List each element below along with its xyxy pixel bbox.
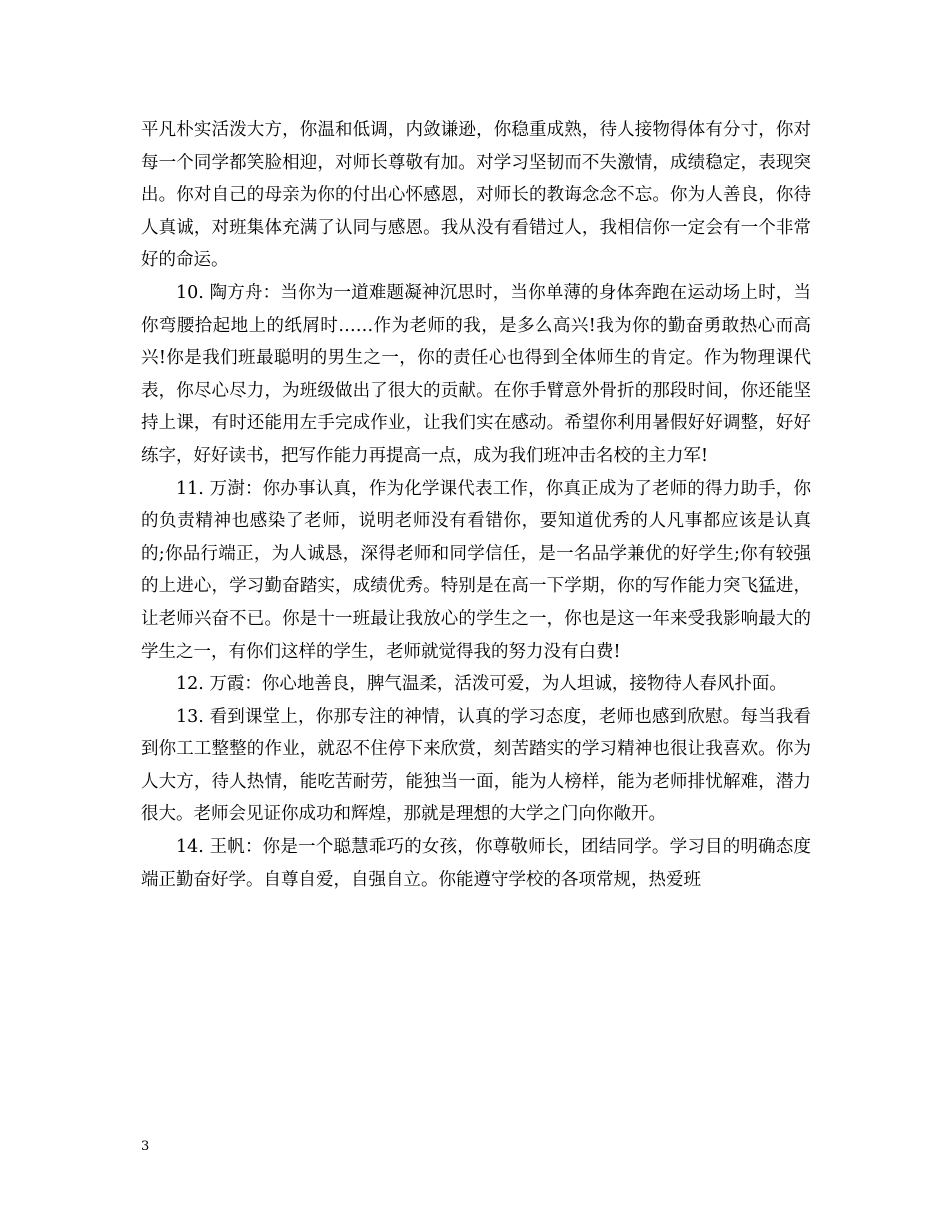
paragraph-5: 14. 王帆：你是一个聪慧乖巧的女孩，你尊敬师长，团结同学。学习目的明确态度端正勤奋好学。自尊自爱，自强自立。你能遵守学校的各项常规，热爱班 <box>141 837 811 890</box>
paragraph-2: 11. 万澍：你办事认真，作为化学课代表工作，你真正成为了老师的得力助手，你的负责精神也感染了老师，说明老师没有看错你，要知道优秀的人凡事都应该是认真的;你品行端正，为人诚恳，深得老师和同学信任，是一名品学兼优的好学生;你有较强的上进心，学习勤奋踏实，成绩优秀。特别是在高一下学期，你的写作能力突飞猛进，让老师兴奋不已。你是十一班最让我放心的学生之一，你也是这一年来受我影响最大的学生之一，有你们这样的学生，老师就觉得我的努力没有白费! <box>141 478 811 662</box>
paragraph-1: 10. 陶方舟：当你为一道难题凝神沉思时，当你单薄的身体奔跑在运动场上时，当你弯腰拾起地上的纸屑时……作为老师的我，是多么高兴!我为你的勤奋勇敢热心而高兴!你是我们班最聪明的男生之一，你的责任心也得到全体师生的肯定。作为物理课代表，你尽心尽力，为班级做出了很大的贡献。在你手臂意外骨折的那段时间，你还能坚持上课，有时还能用左手完成作业，让我们实在感动。希望你利用暑假好好调整，好好练字，好好读书，把写作能力再提高一点，成为我们班冲击名校的主力军! <box>141 282 811 466</box>
paragraph-0: 平凡朴实活泼大方，你温和低调，内敛谦逊，你稳重成熟，待人接物得体有分寸，你对每一个同学都笑脸相迎，对师长尊敬有加。对学习坚韧而不失激情，成绩稳定，表现突出。你对自己的母亲为你的付出心怀感恩，对师长的教诲念念不忘。你为人善良，你待人真诚，对班集体充满了认同与感恩。我从没有看错过人，我相信你一定会有一个非常好的命运。 <box>141 120 811 271</box>
page-body <box>141 114 811 896</box>
paragraph-3: 12. 万霞：你心地善良，脾气温柔，活泼可爱，为人坦诚，接物待人春风扑面。 <box>176 674 787 695</box>
paragraph-4: 13. 看到课堂上，你那专注的神情，认真的学习态度，老师也感到欣慰。每当我看到你工工整整的作业，就忍不住停下来欣赏，刻苦踏实的学习精神也很让我喜欢。你为人大方，待人热情，能吃苦耐劳，能独当一面，能为人榜样，能为老师排忧解难，潜力很大。老师会见证你成功和辉煌，那就是理想的大学之门向你敞开。 <box>141 706 811 825</box>
page-number: 3 <box>141 1139 150 1154</box>
